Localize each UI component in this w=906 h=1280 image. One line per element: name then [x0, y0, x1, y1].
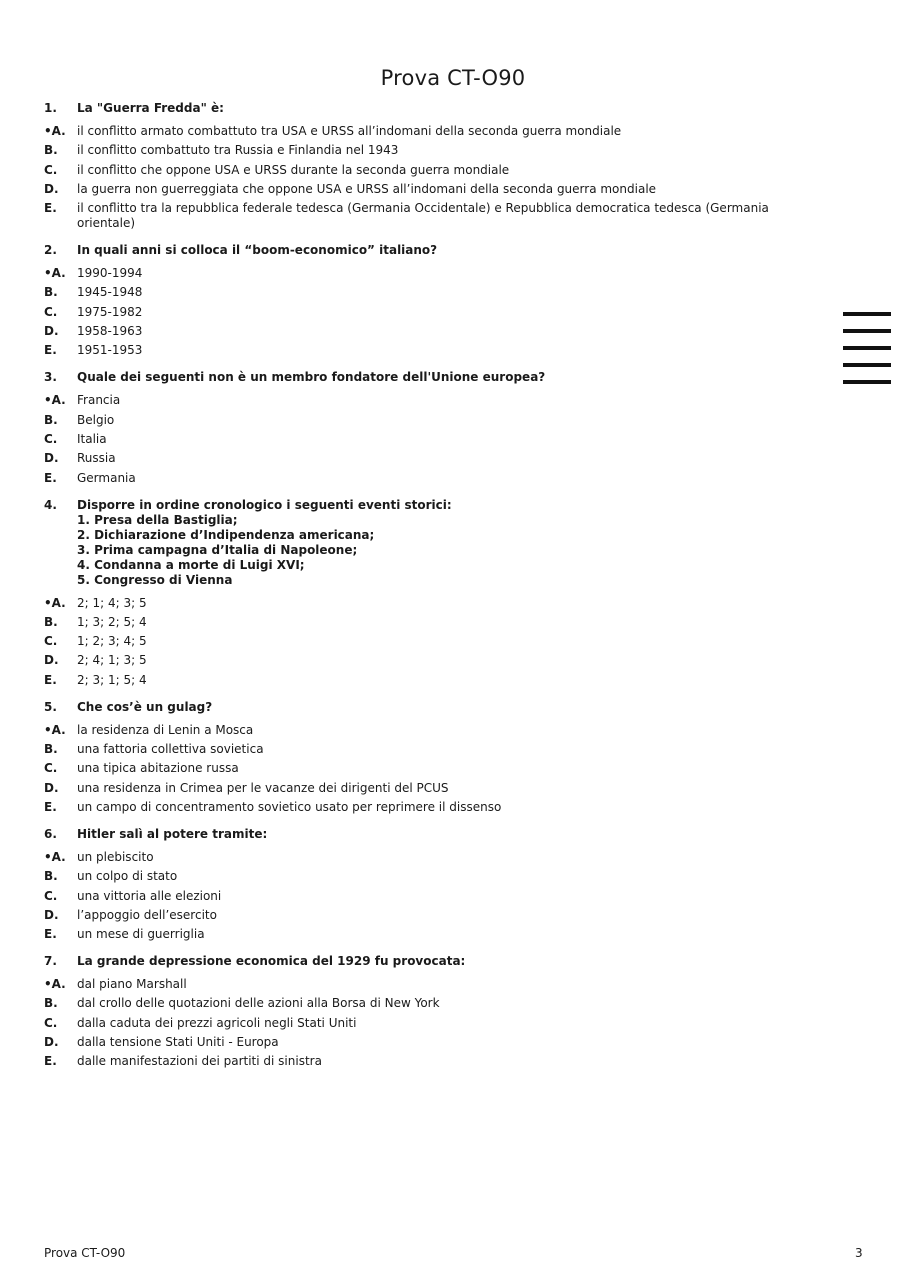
answer-option: [44, 653, 794, 668]
option-text: dalle manifestazioni dei partiti di sinistra: [77, 1054, 322, 1069]
edge-mark: [843, 363, 891, 367]
option-letter: B.: [44, 143, 58, 158]
option-text: Russia: [77, 451, 116, 466]
option-letter: E.: [44, 672, 57, 687]
option-letter: D.: [44, 653, 59, 668]
option-text: 1990-1994: [77, 266, 143, 281]
option-letter: D.: [44, 324, 59, 339]
answer-option: [44, 596, 794, 611]
question-line: Disporre in ordine cronologico i seguenti eventi storici:: [77, 497, 452, 512]
option-text: 1975-1982: [77, 304, 143, 319]
question-line: Quale dei seguenti non è un membro fondatore dell'Unione europea?: [77, 370, 546, 385]
answer-option: [44, 800, 794, 815]
option-letter: E.: [44, 799, 57, 814]
option-letter: E.: [44, 1054, 57, 1069]
option-text: una fattoria collettiva sovietica: [77, 742, 264, 757]
option-letter: C.: [44, 761, 58, 776]
question-header: [44, 498, 794, 588]
question-line: Hitler salì al potere tramite:: [77, 826, 268, 841]
option-text: dalla tensione Stati Uniti - Europa: [77, 1035, 279, 1050]
question-header: [44, 243, 794, 258]
answer-option: [44, 305, 794, 320]
question-number: 1.: [44, 101, 57, 115]
answer-option: [44, 742, 794, 757]
option-letter: •A.: [44, 722, 66, 737]
option-text: Italia: [77, 431, 107, 446]
option-text: 2; 3; 1; 5; 4: [77, 672, 147, 687]
question-text: [77, 827, 794, 842]
page-number: 3: [855, 1246, 863, 1260]
option-text: una residenza in Crimea per le vacanze dei dirigenti del PCUS: [77, 780, 449, 795]
question-text: [77, 498, 794, 588]
question-block: [44, 101, 794, 231]
answer-option: [44, 761, 794, 776]
option-letter: E.: [44, 343, 57, 358]
option-text: Belgio: [77, 412, 115, 427]
option-text: 1945-1948: [77, 285, 143, 300]
option-letter: •A.: [44, 393, 66, 408]
option-text: un plebiscito: [77, 849, 154, 864]
option-letter: D.: [44, 1035, 59, 1050]
question-line: La "Guerra Fredda" è:: [77, 101, 224, 115]
option-letter: B.: [44, 869, 58, 884]
option-text: dalla caduta dei prezzi agricoli negli Stati Uniti: [77, 1015, 357, 1030]
side-edge-marks: [843, 312, 891, 397]
option-letter: •A.: [44, 595, 66, 610]
answer-option: [44, 869, 794, 884]
option-text: 1958-1963: [77, 324, 143, 339]
option-text: 2; 1; 4; 3; 5: [77, 595, 147, 610]
question-number: 7.: [44, 954, 57, 969]
option-letter: B.: [44, 412, 58, 427]
option-letter: B.: [44, 742, 58, 757]
option-text: il conflitto tra la repubblica federale tedesca (Germania Occidentale) e Repubblica democratica tedesca (Germania orientale): [77, 201, 769, 231]
option-letter: C.: [44, 634, 58, 649]
option-text: 1; 2; 3; 4; 5: [77, 634, 147, 649]
question-text: [77, 101, 794, 116]
option-text: un mese di guerriglia: [77, 927, 205, 942]
option-letter: B.: [44, 614, 58, 629]
option-letter: C.: [44, 304, 58, 319]
footer-title: Prova CT-O90: [44, 1246, 126, 1260]
option-text: un campo di concentramento sovietico usato per reprimere il dissenso: [77, 799, 502, 814]
question-number: 2.: [44, 243, 57, 258]
answer-option: [44, 781, 794, 796]
answer-option: [44, 451, 794, 466]
question-list: [44, 101, 794, 1081]
option-letter: •A.: [44, 124, 66, 138]
option-letter: •A.: [44, 849, 66, 864]
question-line: In quali anni si colloca il “boom-economico” italiano?: [77, 243, 438, 258]
question-block: [44, 827, 794, 942]
answer-option: [44, 1054, 794, 1069]
answer-option: [44, 201, 794, 231]
option-letter: B.: [44, 285, 58, 300]
edge-mark: [843, 329, 891, 333]
option-text: 1; 3; 2; 5; 4: [77, 614, 147, 629]
answer-option: [44, 266, 794, 281]
option-letter: •A.: [44, 977, 66, 992]
edge-mark: [843, 346, 891, 350]
option-text: il conflitto combattuto tra Russia e Finlandia nel 1943: [77, 143, 399, 158]
option-text: 2; 4; 1; 3; 5: [77, 653, 147, 668]
option-text: un colpo di stato: [77, 869, 178, 884]
question-number: 5.: [44, 699, 57, 714]
question-header: [44, 954, 794, 969]
answer-option: [44, 163, 794, 178]
answer-option: [44, 850, 794, 865]
question-line: La grande depressione economica del 1929 fu provocata:: [77, 954, 466, 969]
answer-option: [44, 124, 794, 139]
option-text: la guerra non guerreggiata che oppone USA e URSS all’indomani della seconda guerra mondiale: [77, 181, 657, 196]
answer-option: [44, 634, 794, 649]
option-text: l’appoggio dell’esercito: [77, 907, 217, 922]
option-letter: E.: [44, 927, 57, 942]
question-text: [77, 370, 794, 385]
edge-mark: [843, 312, 891, 316]
question-line: 4. Condanna a morte di Luigi XVI;: [77, 557, 305, 572]
question-header: [44, 101, 794, 116]
answer-option: [44, 673, 794, 688]
page-title: Prova CT-O90: [380, 66, 526, 90]
option-letter: E.: [44, 201, 57, 216]
answer-option: [44, 908, 794, 923]
option-letter: D.: [44, 907, 59, 922]
option-text: una tipica abitazione russa: [77, 761, 239, 776]
answer-option: [44, 996, 794, 1011]
answer-option: [44, 927, 794, 942]
answer-option: [44, 413, 794, 428]
option-letter: B.: [44, 996, 58, 1011]
option-text: il conflitto che oppone USA e URSS durante la seconda guerra mondiale: [77, 162, 510, 177]
question-header: [44, 827, 794, 842]
option-text: una vittoria alle elezioni: [77, 888, 222, 903]
answer-option: [44, 889, 794, 904]
question-text: [77, 243, 794, 258]
question-number: 6.: [44, 826, 57, 841]
edge-mark: [843, 380, 891, 384]
answer-option: [44, 182, 794, 197]
answer-option: [44, 977, 794, 992]
option-text: Francia: [77, 393, 121, 408]
answer-option: [44, 1016, 794, 1031]
answer-option: [44, 1035, 794, 1050]
question-block: [44, 498, 794, 688]
option-text: dal crollo delle quotazioni delle azioni alla Borsa di New York: [77, 996, 440, 1011]
answer-option: [44, 324, 794, 339]
question-header: [44, 700, 794, 715]
answer-option: [44, 143, 794, 158]
option-text: Germania: [77, 470, 136, 485]
answer-option: [44, 285, 794, 300]
question-block: [44, 243, 794, 358]
question-line: 5. Congresso di Vienna: [77, 572, 233, 587]
question-block: [44, 700, 794, 815]
answer-option: [44, 615, 794, 630]
answer-option: [44, 471, 794, 486]
answer-option: [44, 343, 794, 358]
question-block: [44, 370, 794, 485]
question-line: 3. Prima campagna d’Italia di Napoleone;: [77, 542, 358, 557]
question-line: Che cos’è un gulag?: [77, 699, 213, 714]
option-letter: D.: [44, 451, 59, 466]
option-text: 1951-1953: [77, 343, 143, 358]
question-text: [77, 954, 794, 969]
question-number: 3.: [44, 370, 57, 385]
option-letter: D.: [44, 181, 59, 196]
question-line: 1. Presa della Bastiglia;: [77, 512, 238, 527]
option-letter: C.: [44, 162, 58, 177]
question-number: 4.: [44, 497, 57, 512]
option-letter: C.: [44, 431, 58, 446]
option-letter: C.: [44, 888, 58, 903]
question-header: [44, 370, 794, 385]
option-letter: D.: [44, 780, 59, 795]
option-letter: E.: [44, 470, 57, 485]
answer-option: [44, 393, 794, 408]
question-block: [44, 954, 794, 1069]
option-text: dal piano Marshall: [77, 977, 187, 992]
option-text: il conflitto armato combattuto tra USA e URSS all’indomani della seconda guerra mondiale: [77, 124, 622, 138]
option-letter: C.: [44, 1015, 58, 1030]
question-line: 2. Dichiarazione d’Indipendenza americana;: [77, 527, 375, 542]
answer-option: [44, 432, 794, 447]
option-letter: •A.: [44, 266, 66, 281]
answer-option: [44, 723, 794, 738]
question-text: [77, 700, 794, 715]
option-text: la residenza di Lenin a Mosca: [77, 722, 254, 737]
